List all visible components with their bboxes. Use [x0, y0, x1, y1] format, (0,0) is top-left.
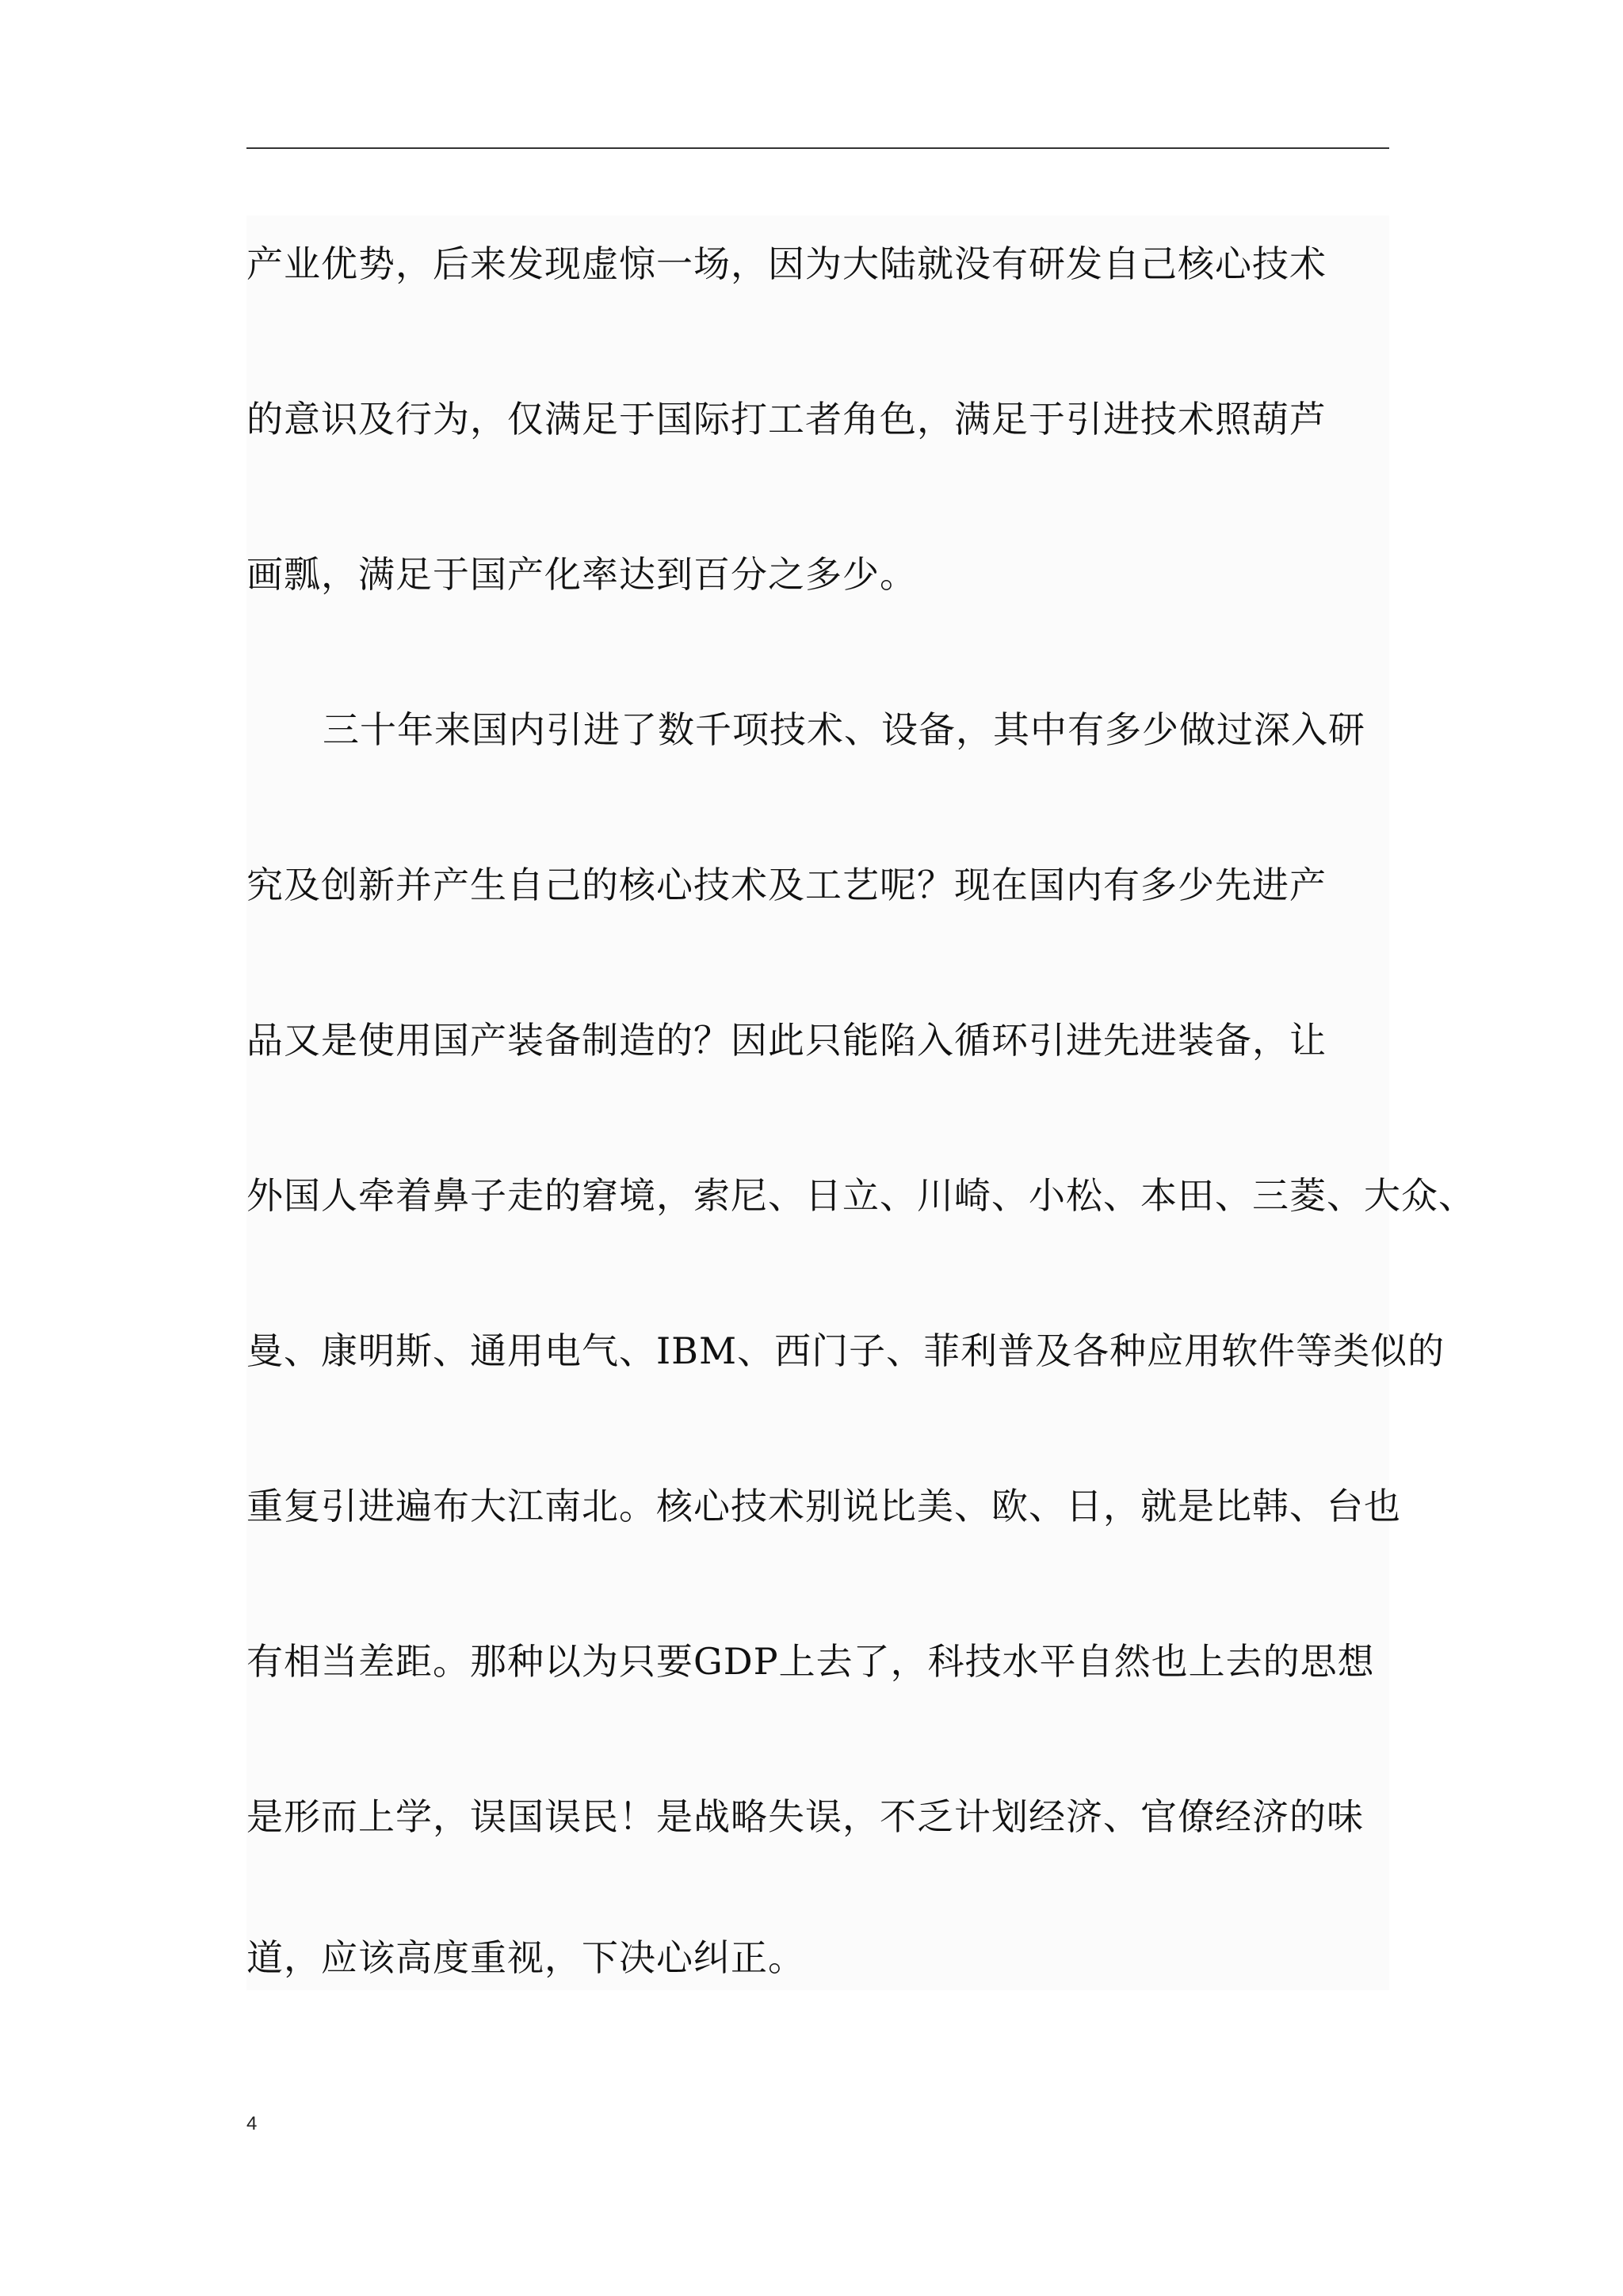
paragraph-1-line-3: 画瓢，满足于国产化率达到百分之多少。: [246, 553, 917, 596]
paragraph-2-line-4: 外国人牵着鼻子走的窘境，索尼、日立、川崎、小松、本田、三菱、大众、: [246, 1174, 1476, 1217]
paragraph-2-line-2: 究及创新并产生自己的核心技术及工艺呢？现在国内有多少先进产: [246, 864, 1327, 906]
page-number: 4: [246, 2113, 258, 2134]
paragraph-2-line-3: 品又是使用国产装备制造的？因此只能陷入循环引进先进装备，让: [246, 1019, 1327, 1062]
paragraph-2-line-5: 曼、康明斯、通用电气、IBM、西门子、菲利普及各种应用软件等类似的: [246, 1329, 1445, 1372]
paragraph-2-line-1: 三十年来国内引进了数千项技术、设备，其中有多少做过深入研: [323, 708, 1365, 751]
paragraph-2-line-8: 是形而上学，误国误民！是战略失误，不乏计划经济、官僚经济的味: [246, 1795, 1364, 1838]
paragraph-2-line-9: 道，应该高度重视，下决心纠正。: [246, 1936, 805, 1979]
paragraph-1-line-1: 产业优势，后来发现虚惊一场，因为大陆就没有研发自己核心技术: [246, 242, 1327, 285]
paragraph-2-line-6: 重复引进遍布大江南北。核心技术别说比美、欧、日，就是比韩、台也: [246, 1485, 1401, 1527]
paragraph-1-line-2: 的意识及行为，仅满足于国际打工者角色，满足于引进技术照葫芦: [246, 398, 1327, 441]
paragraph-2-line-7: 有相当差距。那种以为只要GDP上去了，科技水平自然也上去的思想: [246, 1640, 1375, 1683]
header-rule: [246, 147, 1389, 149]
body-text: [246, 215, 1476, 1990]
